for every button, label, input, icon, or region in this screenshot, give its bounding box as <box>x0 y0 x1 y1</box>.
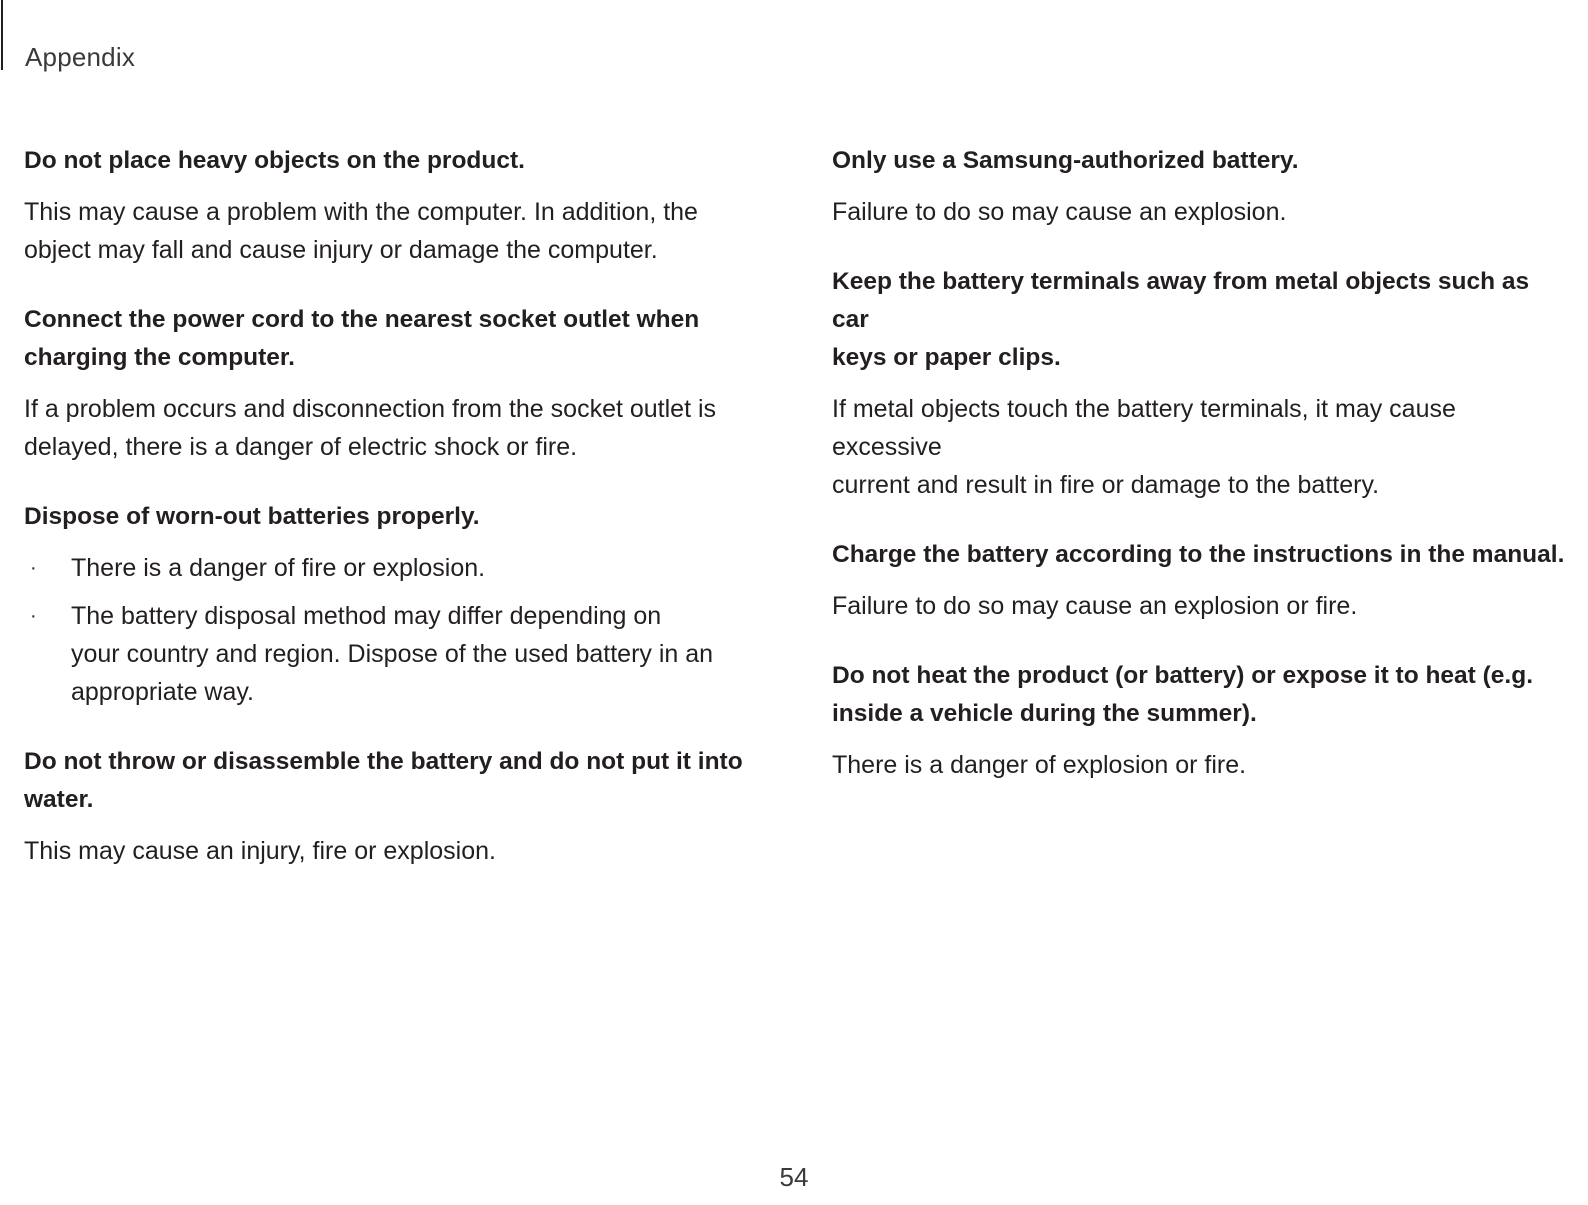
page-number: 54 <box>779 1162 809 1192</box>
battery-disposal-list <box>24 549 754 711</box>
list-item: · The battery disposal method may differ depending on your country and region. Dispose of the used battery in an appropriate way. <box>24 597 754 711</box>
power-cord-text: If a problem occurs and disconnection from the socket outlet is delayed, there is a danger of electric shock or fire. <box>24 395 717 461</box>
left-column <box>24 142 754 902</box>
heavy-objects-heading: Do not place heavy objects on the product. <box>24 147 525 174</box>
battery-terminals-text: If metal objects touch the battery terminals, it may cause excessive current and result in fire or damage to the battery. <box>832 395 1456 499</box>
disassemble-warning <box>24 743 754 870</box>
section-label: Appendix <box>25 42 136 72</box>
authorized-battery-heading: Only use a Samsung-authorized battery. <box>832 147 1299 174</box>
authorized-battery-text: Failure to do so may cause an explosion. <box>832 198 1287 226</box>
battery-disposal-warning <box>24 498 754 711</box>
heavy-objects-warning <box>24 142 754 269</box>
bullet-dot-icon: · <box>30 605 37 627</box>
list-item: · There is a danger of fire or explosion. <box>24 549 754 587</box>
power-cord-heading: Connect the power cord to the nearest socket outlet when charging the computer. <box>24 306 700 371</box>
authorized-battery-warning <box>832 142 1572 231</box>
heat-exposure-warning <box>832 657 1572 784</box>
battery-terminals-warning <box>832 263 1572 504</box>
power-cord-warning <box>24 301 754 466</box>
heat-exposure-text: There is a danger of explosion or fire. <box>832 751 1247 779</box>
heavy-objects-text: This may cause a problem with the computer. In addition, the object may fall and cause injury or damage the computer. <box>24 198 698 264</box>
battery-terminals-heading: Keep the battery terminals away from metal objects such as car keys or paper clips. <box>832 268 1530 371</box>
charging-instructions-text: Failure to do so may cause an explosion or fire. <box>832 592 1358 620</box>
heat-exposure-heading: Do not heat the product (or battery) or expose it to heat (e.g. inside a vehicle during the summer). <box>832 662 1534 727</box>
right-column <box>832 142 1572 816</box>
disassemble-heading: Do not throw or disassemble the battery and do not put it into water. <box>24 748 743 813</box>
page-edge-rule <box>1 0 3 70</box>
battery-disposal-heading: Dispose of worn-out batteries properly. <box>24 503 480 530</box>
bullet-dot-icon: · <box>30 557 37 579</box>
charging-instructions-warning <box>832 536 1572 625</box>
disassemble-text: This may cause an injury, fire or explosion. <box>24 837 496 865</box>
charging-instructions-heading: Charge the battery according to the instructions in the manual. <box>832 541 1565 568</box>
